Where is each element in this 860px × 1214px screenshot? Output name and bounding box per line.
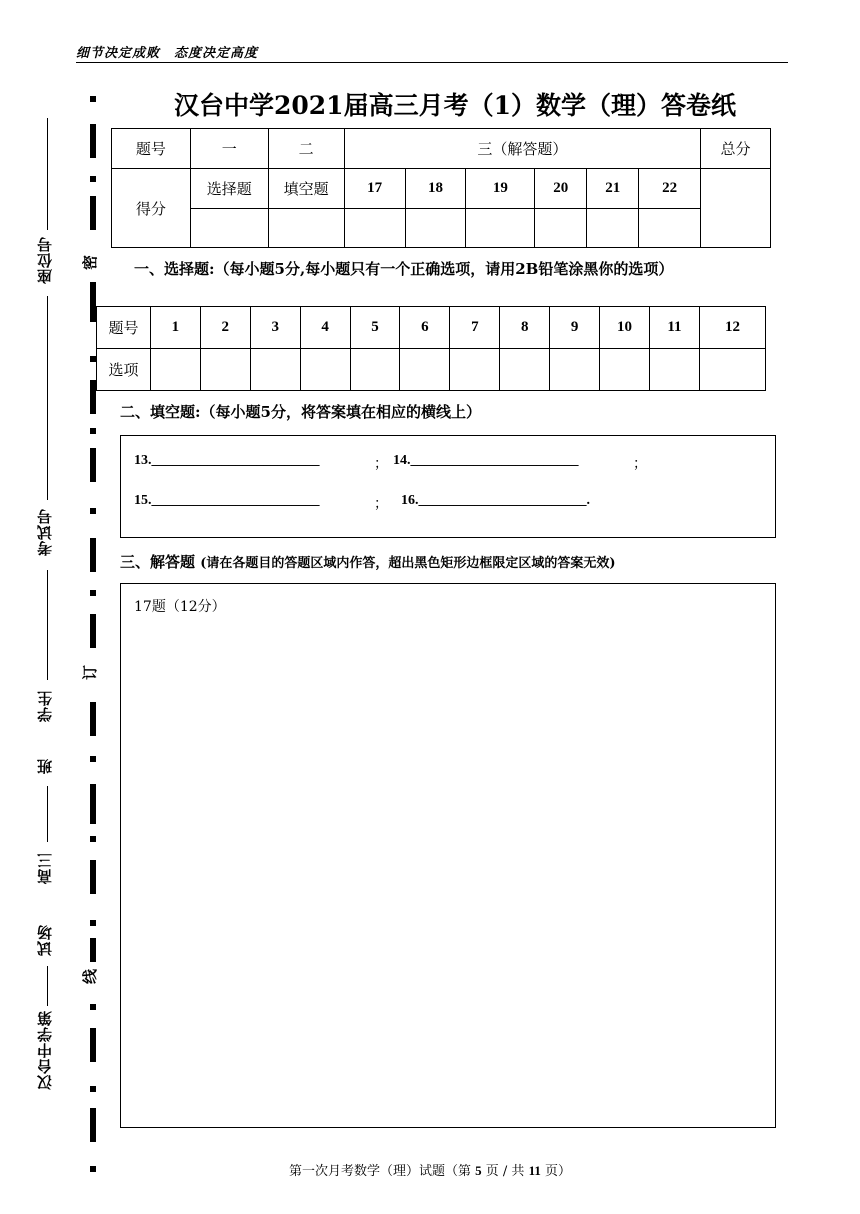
student-label: 学生 [36,690,54,722]
score-cell[interactable] [587,209,639,248]
score-cell[interactable] [344,209,405,248]
q17-label: 17题（12分） [134,599,226,615]
choice-answer-cell[interactable] [350,349,400,391]
choice-answer-cell[interactable] [650,349,700,391]
fill-sep: ； [633,457,647,472]
footer-suffix: 页） [545,1164,572,1179]
motto-text: 细节决定成败 态度决定高度 [76,46,259,61]
score-sub-19: 19 [466,169,535,209]
section3-note: (请在各题目的答题区域内作答，超出黑色矩形边框限定区域的答案无效) [200,556,616,571]
seat-write-line[interactable] [47,118,48,230]
score-header-part2: 二 [268,129,344,169]
score-header-part1: 一 [190,129,268,169]
binding-dot [90,920,96,926]
binding-dash [90,196,96,230]
binding-dot [90,508,96,514]
exam-no-label: 考试号 [36,508,54,556]
choice-answer-cell[interactable] [200,349,250,391]
choice-table [96,306,766,391]
binding-dash [90,448,96,482]
binding-dot [90,176,96,182]
q17-answer-area[interactable] [120,583,776,1128]
choice-number: 11 [650,307,700,349]
choice-answer-label: 选项 [97,349,151,391]
choice-number: 1 [150,307,200,349]
binding-dot [90,1166,96,1172]
section1-heading: 一、选择题:（每小题5分,每小题只有一个正确选项，请用2B铅笔涂黑你的选项） [134,260,674,278]
choice-number: 3 [250,307,300,349]
score-header-total: 总分 [701,129,771,169]
binding-dot [90,590,96,596]
choice-number: 12 [699,307,765,349]
footer-mid: 页 / 共 [485,1164,525,1179]
score-sub-18: 18 [405,169,466,209]
choice-number: 9 [550,307,600,349]
footer-total: 11 [528,1163,541,1178]
binding-dot [90,1004,96,1010]
choice-answer-cell[interactable] [450,349,500,391]
footer-prefix: 第一次月考数学（理）试题（第 [288,1164,471,1179]
binding-dot [90,756,96,762]
binding-dash [90,938,96,962]
binding-seal-char: 密 [81,254,100,271]
score-header-qno: 题号 [112,129,191,169]
fill-line-13[interactable]: 13.________________________ [134,453,320,468]
exam-no-write-line[interactable] [47,296,48,500]
score-label: 得分 [112,169,191,248]
page-title: 汉台中学2021届高三月考（1）数学（理）答卷纸 [174,91,736,120]
header-rule [76,62,788,63]
seat-label: 座位号 [36,236,54,284]
score-header-part3: 三（解答题） [344,129,700,169]
choice-qno-label: 题号 [97,307,151,349]
score-sub-21: 21 [587,169,639,209]
fill-sep: ； [374,497,388,512]
class-write-line[interactable] [47,786,48,842]
binding-dash [90,282,96,322]
choice-answer-cell[interactable] [550,349,600,391]
binding-dash [90,538,96,572]
fill-line-16[interactable]: 16.________________________. [401,493,590,508]
fill-sep: ； [374,457,388,472]
student-write-line[interactable] [47,570,48,680]
score-cell[interactable] [639,209,701,248]
binding-dot [90,356,96,362]
choice-number: 4 [300,307,350,349]
section3-heading [120,551,616,572]
score-cell[interactable] [466,209,535,248]
score-sub-22: 22 [639,169,701,209]
choice-number: 6 [400,307,450,349]
score-sub-choice: 选择题 [190,169,268,209]
room-write-line[interactable] [47,966,48,1006]
binding-dot [90,1086,96,1092]
score-cell[interactable] [405,209,466,248]
choice-answer-cell[interactable] [250,349,300,391]
binding-dash [90,784,96,824]
section3-title: 三、解答题 [120,553,196,571]
score-sub-fill: 填空题 [268,169,344,209]
choice-answer-cell[interactable] [400,349,450,391]
binding-line-char: 线 [81,968,100,985]
section2-heading: 二、填空题:（每小题5分，将答案填在相应的横线上） [120,403,481,421]
grade-label: 高三 [36,852,54,884]
score-total-cell[interactable] [701,169,771,248]
choice-answer-cell[interactable] [600,349,650,391]
binding-dash [90,1108,96,1142]
score-sub-17: 17 [344,169,405,209]
choice-number: 2 [200,307,250,349]
binding-dot [90,428,96,434]
binding-dash [90,614,96,648]
choice-number: 10 [600,307,650,349]
score-sub-20: 20 [535,169,587,209]
binding-dash [90,124,96,158]
fill-line-14[interactable]: 14.________________________ [393,453,579,468]
choice-number: 8 [500,307,550,349]
binding-dot [90,96,96,102]
score-cell[interactable] [535,209,587,248]
choice-answer-cell[interactable] [150,349,200,391]
choice-answer-cell[interactable] [699,349,765,391]
binding-dot [90,836,96,842]
school-label: 汉台中学第 [36,1010,54,1090]
binding-ding-char: 订 [81,664,100,681]
room-label: 试场 [36,924,54,956]
fill-answer-box [120,435,776,538]
score-cell[interactable] [190,209,268,248]
score-table [111,128,771,248]
class-label: 班 [36,758,54,774]
binding-dash [90,860,96,894]
page-footer [0,1160,860,1179]
fill-line-15[interactable]: 15.________________________ [134,493,320,508]
choice-answer-cell[interactable] [300,349,350,391]
binding-dash [90,1028,96,1062]
score-cell[interactable] [268,209,344,248]
footer-page: 5 [475,1163,482,1178]
binding-dash [90,380,96,414]
choice-number: 7 [450,307,500,349]
binding-dash [90,702,96,736]
choice-answer-cell[interactable] [500,349,550,391]
choice-number: 5 [350,307,400,349]
